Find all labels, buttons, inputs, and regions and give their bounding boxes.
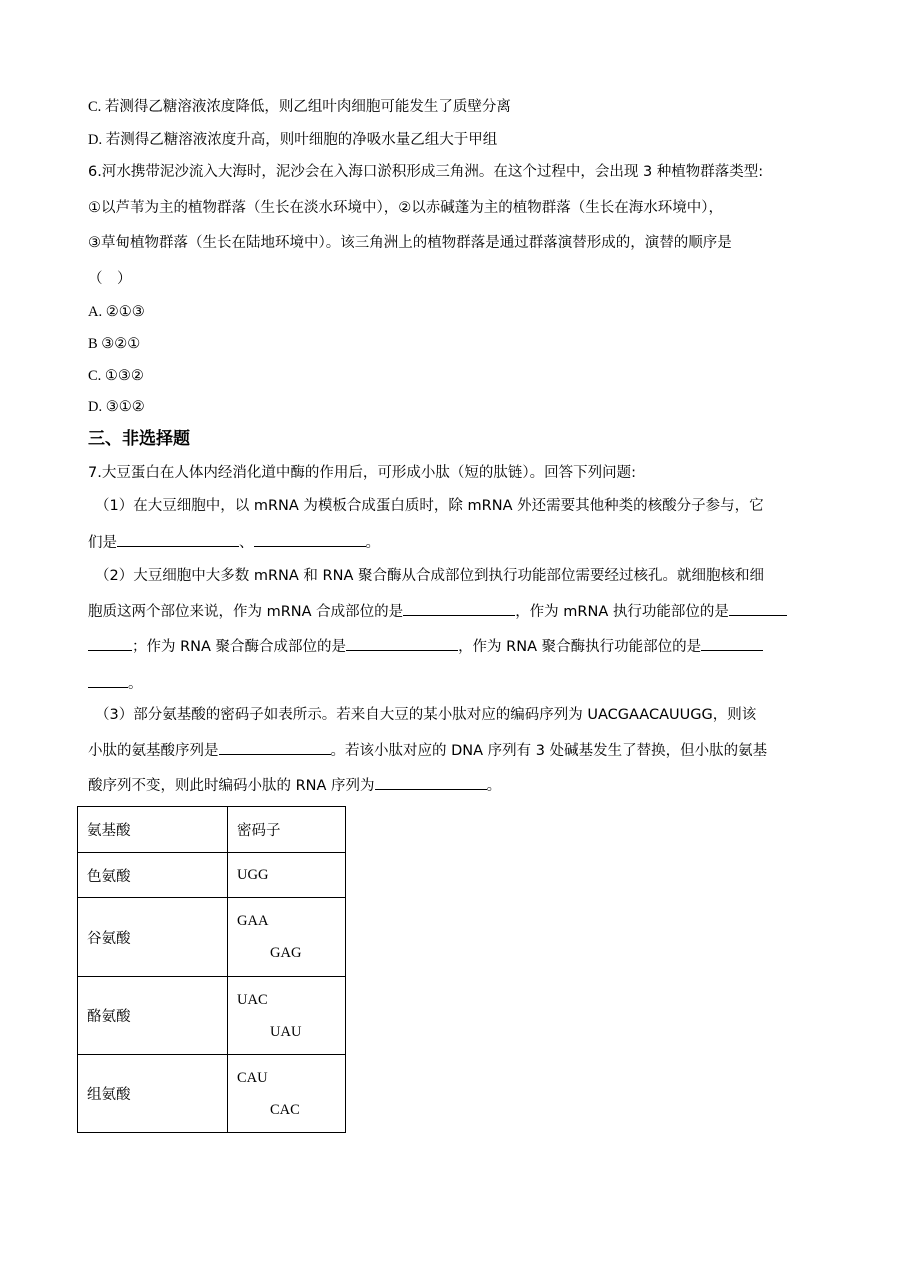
codon-value: UAC bbox=[237, 991, 268, 1008]
answer-blank-5[interactable] bbox=[346, 636, 458, 651]
q7-part3-line-3 bbox=[88, 775, 501, 796]
answer-blank-6-continued[interactable] bbox=[88, 673, 128, 688]
q7-part1-line-2 bbox=[88, 532, 380, 553]
q5-option-c: C. 若测得乙糖溶液浓度降低，则乙组叶肉细胞可能发生了质壁分离 bbox=[88, 99, 511, 115]
q7-part3-text-3: 酸序列不变，则此时编码小肽的 RNA 序列为 bbox=[88, 778, 375, 794]
q7-part3-line-2 bbox=[88, 740, 767, 761]
q7-part3-text-2: 。若该小肽对应的 DNA 序列有 3 处碱基发生了替换，但小肽的氨基 bbox=[330, 743, 768, 759]
codon-value: GAG bbox=[270, 945, 302, 961]
amino-acid-cell: 酪氨酸 bbox=[78, 977, 228, 1055]
codon-table bbox=[77, 806, 346, 1133]
q6-stem-line-3: ③草甸植物群落（生长在陆地环境中）。该三角洲上的植物群落是通过群落演替形成的，演替的顺序是 bbox=[88, 235, 732, 251]
amino-acid-cell: 谷氨酸 bbox=[78, 898, 228, 977]
codon-value: CAU bbox=[237, 1069, 268, 1086]
answer-blank-3[interactable] bbox=[403, 601, 515, 616]
table-row bbox=[78, 977, 346, 1055]
q6-option-c: C. ①③② bbox=[88, 368, 144, 384]
codon-cell bbox=[228, 898, 346, 977]
q6-stem-line-2: ①以芦苇为主的植物群落（生长在淡水环境中），②以赤碱蓬为主的植物群落（生长在海水环境中）， bbox=[88, 200, 723, 216]
amino-acid-cell: 色氨酸 bbox=[78, 853, 228, 898]
table-row bbox=[78, 898, 346, 977]
answer-blank-1[interactable] bbox=[117, 532, 239, 547]
q7-part2-line-3 bbox=[88, 636, 763, 657]
q6-answer-bracket: （ ） bbox=[88, 271, 132, 287]
codon-value: UGG bbox=[237, 867, 269, 883]
q7-part2-text-3: ；作为 RNA 聚合酶合成部位的是 bbox=[132, 639, 347, 655]
answer-blank-8[interactable] bbox=[375, 775, 487, 790]
q6-option-a: A. ②①③ bbox=[88, 304, 145, 320]
q7-part2-text-4: ，作为 RNA 聚合酶执行功能部位的是 bbox=[458, 639, 702, 655]
q7-part2-text-2: ，作为 mRNA 执行功能部位的是 bbox=[515, 604, 729, 620]
q6-stem-line-1: 6.河水携带泥沙流入大海时，泥沙会在入海口淤积形成三角洲。在这个过程中，会出现 3 种植物群落类型: bbox=[88, 164, 764, 180]
codon-cell bbox=[228, 977, 346, 1055]
q7-part3-text-4: 。 bbox=[486, 778, 502, 794]
answer-blank-4[interactable] bbox=[729, 601, 787, 616]
q6-option-d: D. ③①② bbox=[88, 399, 145, 415]
q7-part2-line-2 bbox=[88, 601, 787, 622]
codon-value: UAU bbox=[270, 1023, 302, 1040]
q6-option-b: B ③②① bbox=[88, 336, 141, 352]
answer-blank-7[interactable] bbox=[219, 740, 331, 755]
q7-part3-line-1: （3）部分氨基酸的密码子如表所示。若来自大豆的某小肽对应的编码序列为 UACGAACAUUGG，则该 bbox=[95, 707, 757, 723]
answer-blank-6[interactable] bbox=[701, 636, 763, 651]
q7-part1-text-1: 们是 bbox=[88, 535, 117, 551]
q7-part2-line-1: （2）大豆细胞中大多数 mRNA 和 RNA 聚合酶从合成部位到执行功能部位需要经过核孔。就细胞核和细 bbox=[95, 568, 764, 584]
codon-cell bbox=[228, 1055, 346, 1133]
q7-part1-text-2: 、 bbox=[239, 535, 254, 551]
q7-stem: 7.大豆蛋白在人体内经消化道中酶的作用后，可形成小肽（短的肽链）。回答下列问题: bbox=[88, 465, 636, 481]
q5-option-d: D. 若测得乙糖溶液浓度升高，则叶细胞的净吸水量乙组大于甲组 bbox=[88, 132, 498, 148]
codon-value: GAA bbox=[237, 913, 269, 929]
codon-cell bbox=[228, 853, 346, 898]
q7-part1-text-3: 。 bbox=[365, 535, 380, 551]
header-codon: 密码子 bbox=[228, 807, 346, 853]
answer-blank-4-continued[interactable] bbox=[88, 636, 132, 651]
q7-part3-text-1: 小肽的氨基酸序列是 bbox=[88, 743, 219, 759]
section-heading: 三、非选择题 bbox=[88, 429, 190, 449]
codon-value: CAC bbox=[270, 1101, 300, 1118]
header-amino-acid: 氨基酸 bbox=[78, 807, 228, 853]
amino-acid-cell: 组氨酸 bbox=[78, 1055, 228, 1133]
q7-part2-text-5: 。 bbox=[128, 676, 143, 692]
table-header-row bbox=[78, 807, 346, 853]
table-row bbox=[78, 1055, 346, 1133]
q7-part1-line-1: （1）在大豆细胞中，以 mRNA 为模板合成蛋白质时，除 mRNA 外还需要其他种类的核酸分子参与，它 bbox=[95, 498, 764, 514]
table-row bbox=[78, 853, 346, 898]
q7-part2-text-1: 胞质这两个部位来说，作为 mRNA 合成部位的是 bbox=[88, 604, 404, 620]
q7-part2-line-4 bbox=[88, 673, 143, 694]
answer-blank-2[interactable] bbox=[254, 532, 366, 547]
